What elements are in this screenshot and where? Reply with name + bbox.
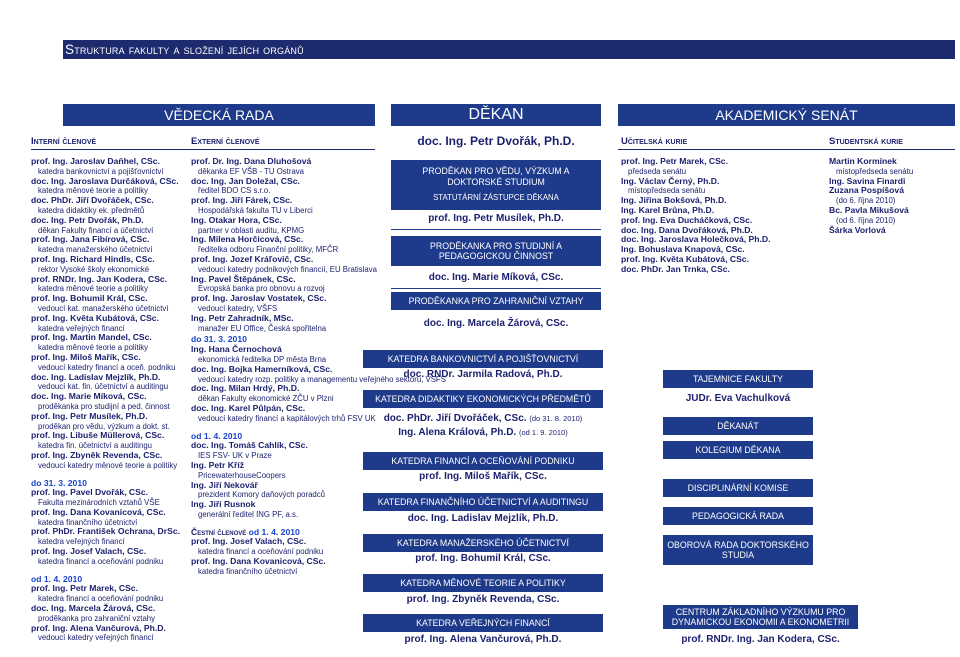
deans-board-title: KOLEGIUM DĚKANA	[695, 444, 781, 455]
member-role: prezident Komory daňových poradců	[198, 490, 325, 500]
member-name: prof. Ing. Jiří Fárek, CSc.	[191, 195, 293, 206]
member-name: prof. Ing. Alena Vančurová, Ph.D.	[31, 622, 166, 633]
dean-name: doc. Ing. Petr Dvořák, Ph.D.	[417, 134, 575, 148]
member-role: katedra bankovnictví a pojišťovnictví	[38, 166, 164, 176]
doctoral-board-title: OBOROVÁ RADA DOKTORSKÉHO STUDIA	[667, 539, 809, 560]
member-role: ekonomická ředitelka DP města Brna	[198, 354, 327, 364]
header-scientific-board: VĚDECKÁ RADA	[63, 104, 375, 126]
member-role: vedoucí kat. manažerského účetnictví	[38, 303, 169, 313]
member-name: doc. Ing. Jan Doležal, CSc.	[191, 175, 300, 186]
member-role: partner v oblasti auditu, KPMG	[198, 225, 305, 235]
dept-managerial-box	[363, 534, 603, 552]
member-role: katedra fin. účetnictví a auditingu	[38, 441, 152, 451]
member-name: prof. PhDr. František Ochrana, DrSc.	[31, 526, 181, 537]
member-name: doc. Ing. Tomáš Cahlík, CSc.	[191, 440, 308, 451]
pedagogical-board-box	[663, 507, 813, 525]
member-name: Zuzana Pospíšová	[829, 185, 904, 196]
member-name: prof. Ing. Jozef Kráľovič, CSc.	[191, 253, 314, 264]
member-name: Ing. Milena Horčicová, CSc.	[191, 234, 304, 245]
member-role: PricewaterhouseCoopers	[198, 470, 286, 480]
member-role: katedra finančního účetnictví	[198, 566, 298, 576]
member-role: katedra didaktiky ek. předmětů	[38, 205, 145, 215]
dept-didactics-head	[363, 413, 603, 424]
secretary-title: TAJEMNICE FAKULTY	[692, 373, 784, 384]
member-name: prof. Ing. Jana Fibírová, CSc.	[31, 234, 150, 245]
research-centre-title: CENTRUM ZÁKLADNÍHO VÝZKUMU PRO DYNAMICKOU EKONOMII A EKONOMETRII	[671, 606, 850, 627]
vice-dean-study-title: PRODĚKANKA PRO STUDIJNÍ A PEDAGOGICKOU ČINNOST	[430, 240, 562, 261]
dept-public-finance-title: KATEDRA VEŘEJNÝCH FINANCÍ	[416, 617, 550, 628]
member-name: prof. Ing. Dana Kovanicová, CSc.	[191, 556, 326, 567]
students-curia-list	[829, 157, 955, 235]
member-name: Ing. Pavel Štěpánek, CSc.	[191, 273, 296, 284]
member-name: prof. Ing. Miloš Mařík, CSc.	[31, 351, 141, 362]
dept-banking-head: doc. RNDr. Jarmila Radová, Ph.D.	[403, 369, 563, 380]
secretary-box	[663, 370, 813, 388]
member-name: prof. Ing. Jaroslav Daňhel, CSc.	[31, 156, 160, 166]
disciplinary-committee-title: DISCIPLINÁRNÍ KOMISE	[687, 482, 789, 493]
dept-accounting-head: doc. Ing. Ladislav Mejzlík, Ph.D.	[407, 513, 559, 524]
vice-dean-research-box	[391, 160, 601, 210]
member-name: Ing. Václav Černý, Ph.D.	[621, 175, 720, 186]
divider	[618, 149, 955, 150]
period-label: do 31. 3. 2010	[191, 334, 247, 345]
dept-valuation-title: KATEDRA FINANCÍ A OCEŇOVÁNÍ PODNIKU	[391, 455, 575, 466]
member-name: Šárka Vorlová	[829, 224, 886, 235]
dept-banking-title: KATEDRA BANKOVNICTVÍ A POJIŠŤOVNICTVÍ	[387, 353, 579, 364]
member-role: katedra financí a oceňování podniku	[198, 547, 324, 557]
dept-monetary-head: prof. Ing. Zbyněk Revenda, CSc.	[406, 594, 560, 605]
member-role: rektor Vysoké školy ekonomické	[38, 264, 150, 274]
member-name: doc. Ing. Dana Dvořáková, Ph.D.	[621, 224, 753, 235]
disciplinary-committee-box	[663, 479, 813, 497]
member-role: předseda senátu	[628, 166, 687, 176]
research-centre-head: prof. RNDr. Ing. Jan Kodera, CSc.	[681, 634, 840, 645]
member-name: Ing. Petr Zahradník, MSc.	[191, 312, 294, 323]
member-name: Ing. Jiřina Bokšová, Ph.D.	[621, 195, 727, 206]
member-role: děkan Fakulty financí a účetnictví	[38, 225, 154, 235]
member-name: doc. PhDr. Jan Trnka, CSc.	[621, 263, 730, 274]
member-name: Ing. Otakar Hora, CSc.	[191, 214, 282, 225]
header-dean: DĚKAN	[391, 104, 601, 126]
vice-dean-foreign-name: doc. Ing. Marcela Žárová, CSc.	[423, 318, 569, 329]
dept-monetary-title: KATEDRA MĚNOVÉ TEORIE A POLITIKY	[400, 577, 566, 588]
dept-public-finance-head: prof. Ing. Alena Vančurová, Ph.D.	[404, 634, 562, 645]
divider	[391, 288, 601, 289]
member-role: vedoucí katedry, VŠFS	[198, 303, 278, 313]
dept-valuation-head: prof. Ing. Miloš Mařík, CSc.	[419, 471, 547, 482]
external-members-list	[191, 156, 446, 577]
dept-banking-box	[363, 350, 603, 368]
vice-dean-study-name: doc. Ing. Marie Míková, CSc.	[428, 272, 564, 283]
dept-didactics-head-note: (do 31. 8. 2010)	[529, 414, 583, 423]
period-label: do 31. 3. 2010	[31, 477, 87, 488]
member-role: vedoucí kat. fin. účetnictví a auditingu	[38, 382, 169, 392]
member-role: vedoucí katedry financí a kapitálových trhů FSV UK	[198, 413, 376, 423]
member-role: děkan Fakulty ekonomické ZČU v Plzni	[198, 394, 334, 404]
member-role: vedoucí katedry podnikových financií, EU Bratislava	[198, 264, 377, 274]
member-role: Hospodářská fakulta TU v Liberci	[198, 205, 313, 215]
member-name: prof. Ing. Bohumil Král, CSc.	[31, 293, 148, 304]
member-role: katedra veřejných financí	[38, 323, 125, 333]
dept-monetary-box	[363, 574, 603, 592]
member-role: místopředseda senátu	[836, 166, 914, 176]
vice-dean-foreign-box	[391, 292, 601, 310]
member-role: katedra financí a oceňování podniku	[38, 594, 164, 604]
member-name: prof. Ing. Eva Ducháčková, CSc.	[621, 214, 753, 225]
external-members-label: Externí členové	[191, 136, 260, 147]
dept-didactics-head2	[363, 427, 603, 438]
member-role: děkanka EF VŠB - TU Ostrava	[198, 166, 305, 176]
pedagogical-board-title: PEDAGOGICKÁ RADA	[692, 510, 784, 521]
dept-didactics-box	[363, 390, 603, 408]
member-role: vedoucí katedry rozp. politiky a managementu veřejného sektoru, VSFS	[198, 374, 446, 384]
member-name: doc. Ing. Marie Míková, CSc.	[31, 391, 147, 402]
secretary-name: JUDr. Eva Vachulková	[685, 393, 791, 404]
teachers-curia-list	[621, 157, 821, 275]
member-name: prof. Dr. Ing. Dana Dluhošová	[191, 156, 312, 166]
member-role: vedoucí katedry financí a oceň. podniku	[38, 362, 176, 372]
vice-dean-foreign-title: PRODĚKANKA PRO ZAHRANIČNÍ VZTAHY	[408, 295, 584, 306]
header-senate: AKADEMICKÝ SENÁT	[618, 104, 955, 126]
students-curia-label: Studentská kurie	[829, 136, 903, 147]
internal-members-list	[31, 157, 189, 643]
member-name: Ing. Bohuslava Knapová, CSc.	[621, 244, 745, 255]
member-name: doc. PhDr. Jiří Dvořáček, CSc.	[31, 195, 154, 206]
member-name: doc. Ing. Ladislav Mejzlík, Ph.D.	[31, 371, 161, 382]
dept-didactics-head2-name: Ing. Alena Králová, Ph.D.	[398, 427, 517, 438]
member-role: katedra veřejných financí	[38, 537, 125, 547]
member-role: Evropská banka pro obnovu a rozvoj	[198, 284, 325, 294]
member-role: manažer EU Office, Česká spořitelna	[198, 323, 327, 333]
member-name: prof. Ing. Josef Valach, CSc.	[31, 546, 147, 557]
dept-public-finance-box	[363, 614, 603, 632]
member-name: prof. Ing. Květa Kubátová, CSc.	[621, 253, 749, 264]
member-name: doc. Ing. Bojka Hamerníková, CSc.	[191, 363, 333, 374]
member-name: prof. Ing. Josef Valach, CSc.	[191, 536, 307, 547]
honorary-label-text: Čestní členové	[191, 526, 247, 537]
member-role: vedoucí katedry veřejných financí	[38, 633, 154, 643]
member-role: (do 6. října 2010)	[836, 196, 896, 206]
member-name: doc. Ing. Milan Hrdý, Ph.D.	[191, 383, 300, 394]
member-role: ředitelka odboru Finanční politiky, MFČR	[198, 245, 339, 255]
member-role: místopředseda senátu	[628, 186, 706, 196]
member-name: prof. Ing. Petr Marek, CSc.	[621, 156, 728, 166]
member-name: doc. Ing. Jaroslava Durčáková, CSc.	[31, 175, 179, 186]
doctoral-board-box	[663, 535, 813, 565]
member-role: katedra financí a oceňování podniku	[38, 556, 164, 566]
member-role: katedra měnové teorie a politiky	[38, 284, 149, 294]
member-role: katedra měnové teorie a politiky	[38, 343, 149, 353]
member-name: doc. Ing. Karel Půlpán, CSc.	[191, 402, 306, 413]
dept-managerial-head: prof. Ing. Bohumil Král, CSc.	[415, 553, 551, 564]
member-role: proděkanka pro studijní a ped. činnost	[38, 401, 170, 411]
member-name: prof. Ing. Zbyněk Revenda, CSc.	[31, 449, 163, 460]
member-role: IES FSV- UK v Praze	[198, 451, 272, 461]
member-name: doc. Ing. Jaroslava Holečková, Ph.D.	[621, 234, 771, 245]
dept-accounting-box	[363, 493, 603, 511]
member-name: prof. RNDr. Ing. Jan Kodera, CSc.	[31, 273, 168, 284]
member-name: Ing. Jiří Nekovář	[191, 479, 258, 490]
research-centre-box	[663, 605, 858, 629]
member-name: prof. Ing. Pavel Dvořák, CSc.	[31, 487, 149, 498]
member-name: Ing. Karel Brůna, Ph.D.	[621, 204, 715, 215]
member-name: prof. Ing. Martin Mandel, CSc.	[31, 332, 152, 343]
vice-dean-study-box	[391, 236, 601, 266]
member-name: Ing. Hana Černochová	[191, 344, 282, 355]
member-name: Ing. Savina Finardi	[829, 175, 906, 186]
member-name: doc. Ing. Marcela Žárová, CSc.	[31, 603, 156, 614]
member-name: prof. Ing. Petr Musílek, Ph.D.	[31, 410, 148, 421]
member-name: Ing. Jiří Rusnok	[191, 499, 256, 510]
vice-dean-research-name: prof. Ing. Petr Musílek, Ph.D.	[428, 213, 564, 224]
dept-valuation-box	[363, 452, 603, 470]
member-role: ředitel BDO CS s.r.o.	[198, 186, 271, 196]
member-name: prof. Ing. Květa Kubátová, CSc.	[31, 312, 159, 323]
honorary-date: od 1. 4. 2010	[248, 526, 300, 537]
member-role: proděkan pro vědu, výzkum a dokt. st.	[38, 421, 170, 431]
member-role: katedra manažerského účetnictví	[38, 245, 153, 255]
member-name: prof. Ing. Richard Hindls, CSc.	[31, 253, 155, 264]
member-name: Ing. Petr Kříž	[191, 459, 245, 470]
member-name: prof. Ing. Petr Marek, CSc.	[31, 583, 138, 594]
member-name: Martin Kormínek	[829, 156, 897, 166]
deans-office-title: DĚKANÁT	[717, 420, 759, 431]
member-name: doc. Ing. Petr Dvořák, Ph.D.	[31, 214, 144, 225]
vice-dean-research-title: PRODĚKAN PRO VĚDU, VÝZKUM A DOKTORSKÉ STUDIUM	[422, 166, 570, 187]
divider	[391, 229, 601, 230]
internal-members-label: Interní členové	[31, 136, 97, 147]
vice-dean-research-subtitle: STATUTÁRNÍ ZÁSTUPCE DĚKANA	[433, 193, 559, 203]
dept-accounting-title: KATEDRA FINANČNÍHO ÚČETNICTVÍ A AUDITINGU	[377, 496, 589, 507]
teachers-curia-label: Učitelská kurie	[621, 136, 688, 147]
member-name: prof. Ing. Libuše Müllerová, CSc.	[31, 430, 165, 441]
member-role: katedra měnové teorie a politiky	[38, 186, 149, 196]
member-role: Fakulta mezinárodních vztahů VŠE	[38, 498, 160, 508]
page-title: Struktura fakulty a složení jejích orgánů	[63, 40, 955, 59]
member-name: Bc. Pavla Mikušová	[829, 204, 909, 215]
dept-didactics-head2-note: (od 1. 9. 2010)	[518, 428, 568, 437]
deans-office-box	[663, 417, 813, 435]
member-role: proděkanka pro zahraniční vztahy	[38, 613, 156, 623]
member-name: prof. Ing. Dana Kovanicová, CSc.	[31, 506, 166, 517]
member-role: vedoucí katedry měnové teorie a politiky	[38, 460, 178, 470]
dept-didactics-title: KATEDRA DIDAKTIKY EKONOMICKÝCH PŘEDMĚTŮ	[375, 393, 591, 404]
period-label: od 1. 4. 2010	[31, 573, 83, 584]
member-role: generální ředitel ING PF, a.s.	[198, 509, 299, 519]
member-name: prof. Ing. Jaroslav Vostatek, CSc.	[191, 293, 327, 304]
dept-didactics-head-name: doc. PhDr. Jiří Dvořáček, CSc.	[383, 413, 527, 424]
dept-managerial-title: KATEDRA MANAŽERSKÉHO ÚČETNICTVÍ	[397, 537, 569, 548]
divider	[31, 149, 375, 150]
member-role: katedra finančního účetnictví	[38, 517, 138, 527]
period-label: od 1. 4. 2010	[191, 430, 243, 441]
member-role: (od 6. října 2010)	[836, 215, 896, 225]
deans-board-box	[663, 441, 813, 459]
